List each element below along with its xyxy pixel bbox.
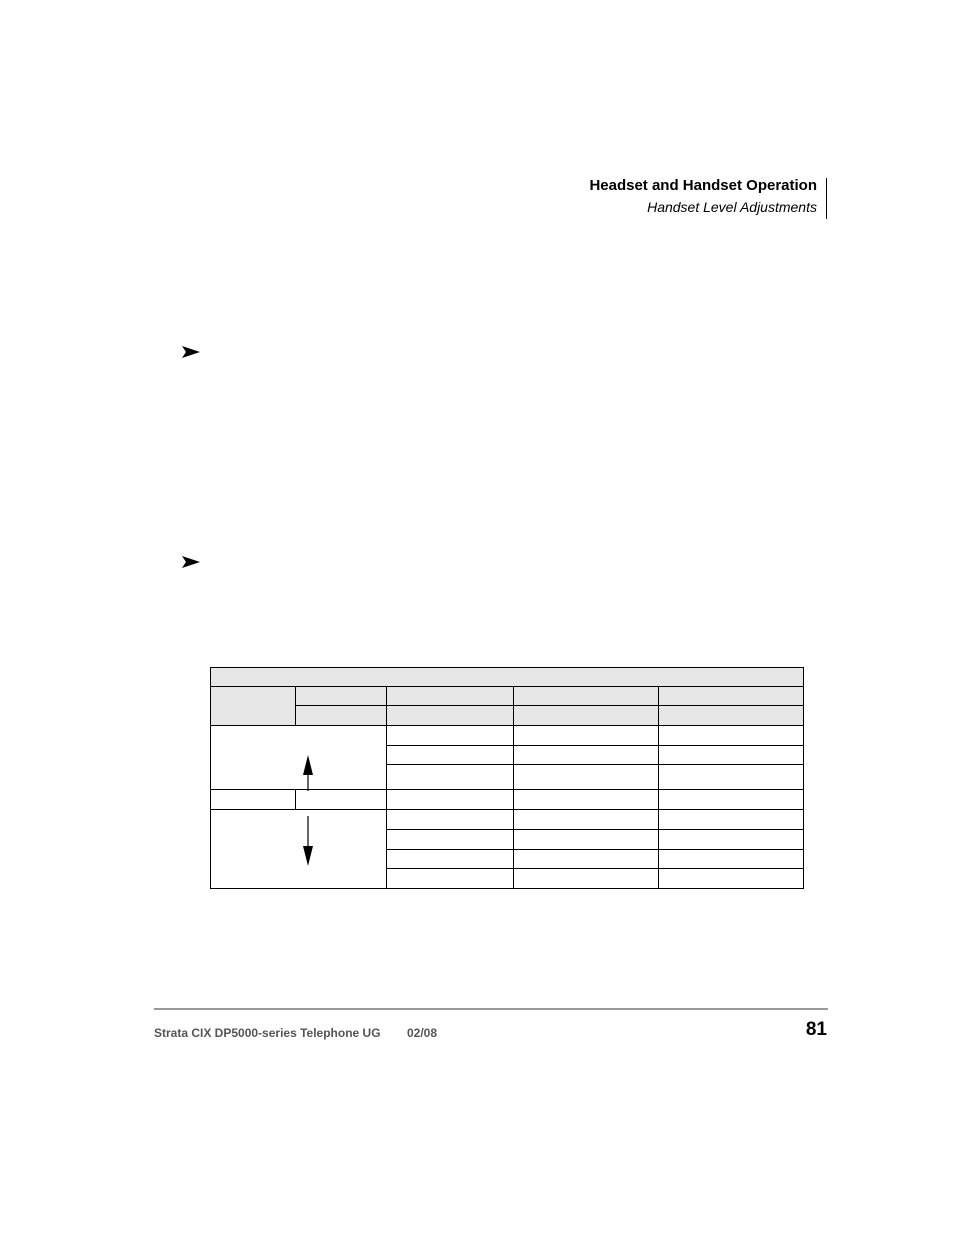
table-row: [211, 668, 804, 687]
table-row: [211, 687, 804, 706]
table-cell: [659, 764, 804, 789]
arrowhead-bullet-icon: [181, 555, 201, 569]
table-row: [211, 790, 804, 810]
table-cell: [387, 764, 514, 789]
table-cell: [514, 725, 659, 745]
table-cell: [514, 790, 659, 810]
table-header-cell: [659, 706, 804, 725]
page-number: 81: [805, 1019, 827, 1040]
table-cell: [514, 830, 659, 849]
table-cell: [211, 790, 296, 810]
footer-document-title: Strata CIX DP5000-series Telephone UG: [154, 1026, 381, 1040]
arrowhead-bullet-icon: [181, 345, 201, 359]
table-cell: [659, 830, 804, 849]
table-cell: [387, 790, 514, 810]
table-cell: [514, 745, 659, 764]
table-cell: [387, 725, 514, 745]
table-cell: [296, 790, 387, 810]
table-cell: [514, 868, 659, 888]
footer-rule: [154, 1008, 828, 1010]
decrease-level-cell: [211, 810, 387, 889]
table-cell: [514, 764, 659, 789]
level-adjustment-table: [210, 667, 804, 889]
increase-level-cell: [211, 725, 387, 790]
table-cell: [387, 745, 514, 764]
up-arrow-icon: [301, 755, 315, 791]
table-cell: [514, 810, 659, 830]
table-header-cell: [296, 706, 387, 725]
table-cell: [387, 868, 514, 888]
down-arrow-icon: [301, 816, 315, 866]
header-rule: [826, 178, 827, 219]
table-header-cell: [211, 687, 296, 725]
table-cell: [659, 745, 804, 764]
table-header-cell: [387, 706, 514, 725]
table-cell: [659, 725, 804, 745]
table-row: [211, 810, 804, 830]
table-cell: [659, 849, 804, 868]
table-row: [211, 725, 804, 745]
table-cell: [659, 810, 804, 830]
table-cell: [387, 830, 514, 849]
running-header: [589, 176, 817, 218]
table-cell: [659, 790, 804, 810]
table-header-cell: [387, 687, 514, 706]
table-cell: [514, 849, 659, 868]
chapter-title: Headset and Handset Operation: [589, 177, 817, 194]
table-header-cell: [514, 687, 659, 706]
table-row: [211, 706, 804, 725]
table-header-cell: [211, 668, 804, 687]
table-header-cell: [659, 687, 804, 706]
table-cell: [387, 849, 514, 868]
section-title: Handset Level Adjustments: [647, 199, 817, 215]
table-header-cell: [296, 687, 387, 706]
table-cell: [659, 868, 804, 888]
footer-date: 02/08: [407, 1026, 438, 1040]
table-header-cell: [514, 706, 659, 725]
table-cell: [387, 810, 514, 830]
